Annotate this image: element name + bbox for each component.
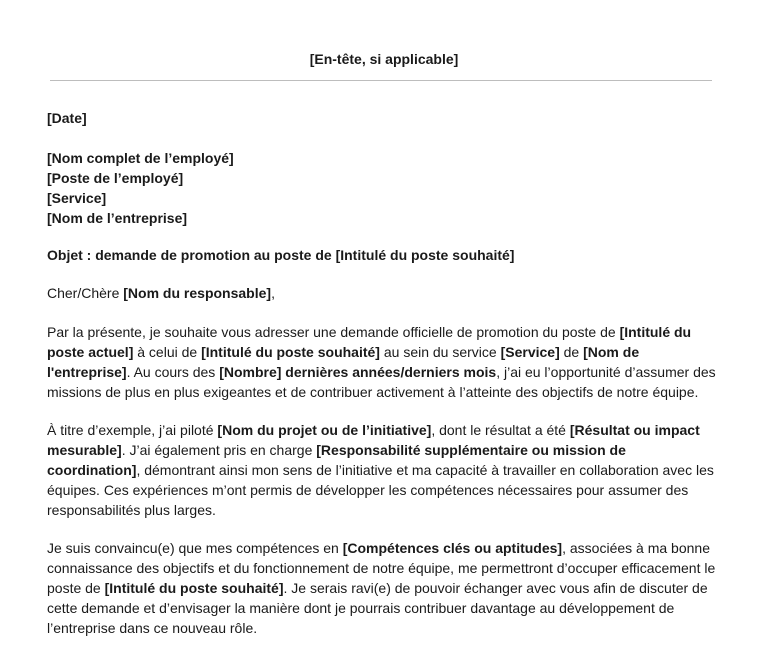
greeting-prefix: Cher/Chère [47, 285, 124, 301]
p2-text-4: , démontrant ainsi mon sens de l’initiative et ma capacité à travailler en collaboration avec les équipes. Ces expériences m’ont permis de développer les compétences nécessaires pour assumer des responsabilités plus larges. [47, 462, 714, 518]
project-placeholder: [Nom du projet ou de l’initiative] [217, 422, 432, 438]
current-position-placeholder: [Intitulé du poste actuel] [47, 324, 692, 360]
p3-text-2: , associées à ma bonne connaissance des objectifs et du fonctionnement de notre équipe, me permettront d’occuper efficacement le poste de [47, 540, 716, 596]
responsibility-placeholder: [Responsabilité supplémentaire ou mission de coordination] [47, 442, 626, 478]
desired-position-placeholder: [Intitulé du poste souhaité] [201, 344, 380, 360]
greeting-suffix: , [271, 285, 275, 301]
p2-text-3: . J’ai également pris en charge [121, 442, 317, 458]
letter-greeting [47, 283, 719, 303]
letter-header-title: [En-tête, si applicable] [309, 51, 459, 67]
company-placeholder: [Nom de l'entreprise] [47, 344, 640, 380]
result-placeholder: [Résultat ou impact mesurable] [47, 422, 700, 458]
employee-name: [Nom complet de l’employé] [47, 150, 234, 166]
p1-text-4: de [559, 344, 584, 360]
service-placeholder: [Service] [500, 344, 560, 360]
p1-text-6: , j’ai eu l’opportunité d’assumer des missions de plus en plus exigeantes et de contribuer activement à l’atteinte des objectifs de notre équipe. [47, 364, 716, 400]
desired-position-placeholder-2: [Intitulé du poste souhaité] [104, 580, 284, 596]
p2-text-2: , dont le résultat a été [431, 422, 570, 438]
p1-text-5: . Au cours des [126, 364, 220, 380]
p1-text-2: à celui de [133, 344, 202, 360]
skills-placeholder: [Compétences clés ou aptitudes] [342, 540, 563, 556]
paragraph-examples [47, 420, 719, 520]
paragraph-intro [47, 322, 719, 402]
paragraph-skills [47, 538, 719, 638]
letter-body [47, 108, 719, 656]
employee-company: [Nom de l’entreprise] [47, 210, 188, 226]
p1-text-1: Par la présente, je souhaite vous adresser une demande officielle de promotion du poste de [47, 324, 620, 340]
employee-service: [Service] [47, 190, 107, 206]
employee-position: [Poste de l’employé] [47, 170, 184, 186]
greeting-recipient-name: [Nom du responsable] [123, 285, 272, 301]
p1-text-3: au sein du service [379, 344, 501, 360]
sender-address-block [47, 148, 719, 228]
letter-subject: Objet : demande de promotion au poste de [Intitulé du poste souhaité] [47, 247, 515, 263]
p3-text-1: Je suis convaincu(e) que mes compétences en [47, 540, 343, 556]
p2-text-1: À titre d’exemple, j’ai piloté [47, 422, 218, 438]
letter-date: [Date] [47, 110, 87, 126]
duration-placeholder: [Nombre] dernières années/derniers mois [219, 364, 497, 380]
p3-text-3: . Je serais ravi(e) de pouvoir échanger avec vous afin de discuter de cette demande et d’envisager la manière dont je pourrais contribuer davantage au développement de l’entreprise dans ce nouveau rôle. [47, 580, 708, 636]
header-divider [50, 80, 712, 81]
